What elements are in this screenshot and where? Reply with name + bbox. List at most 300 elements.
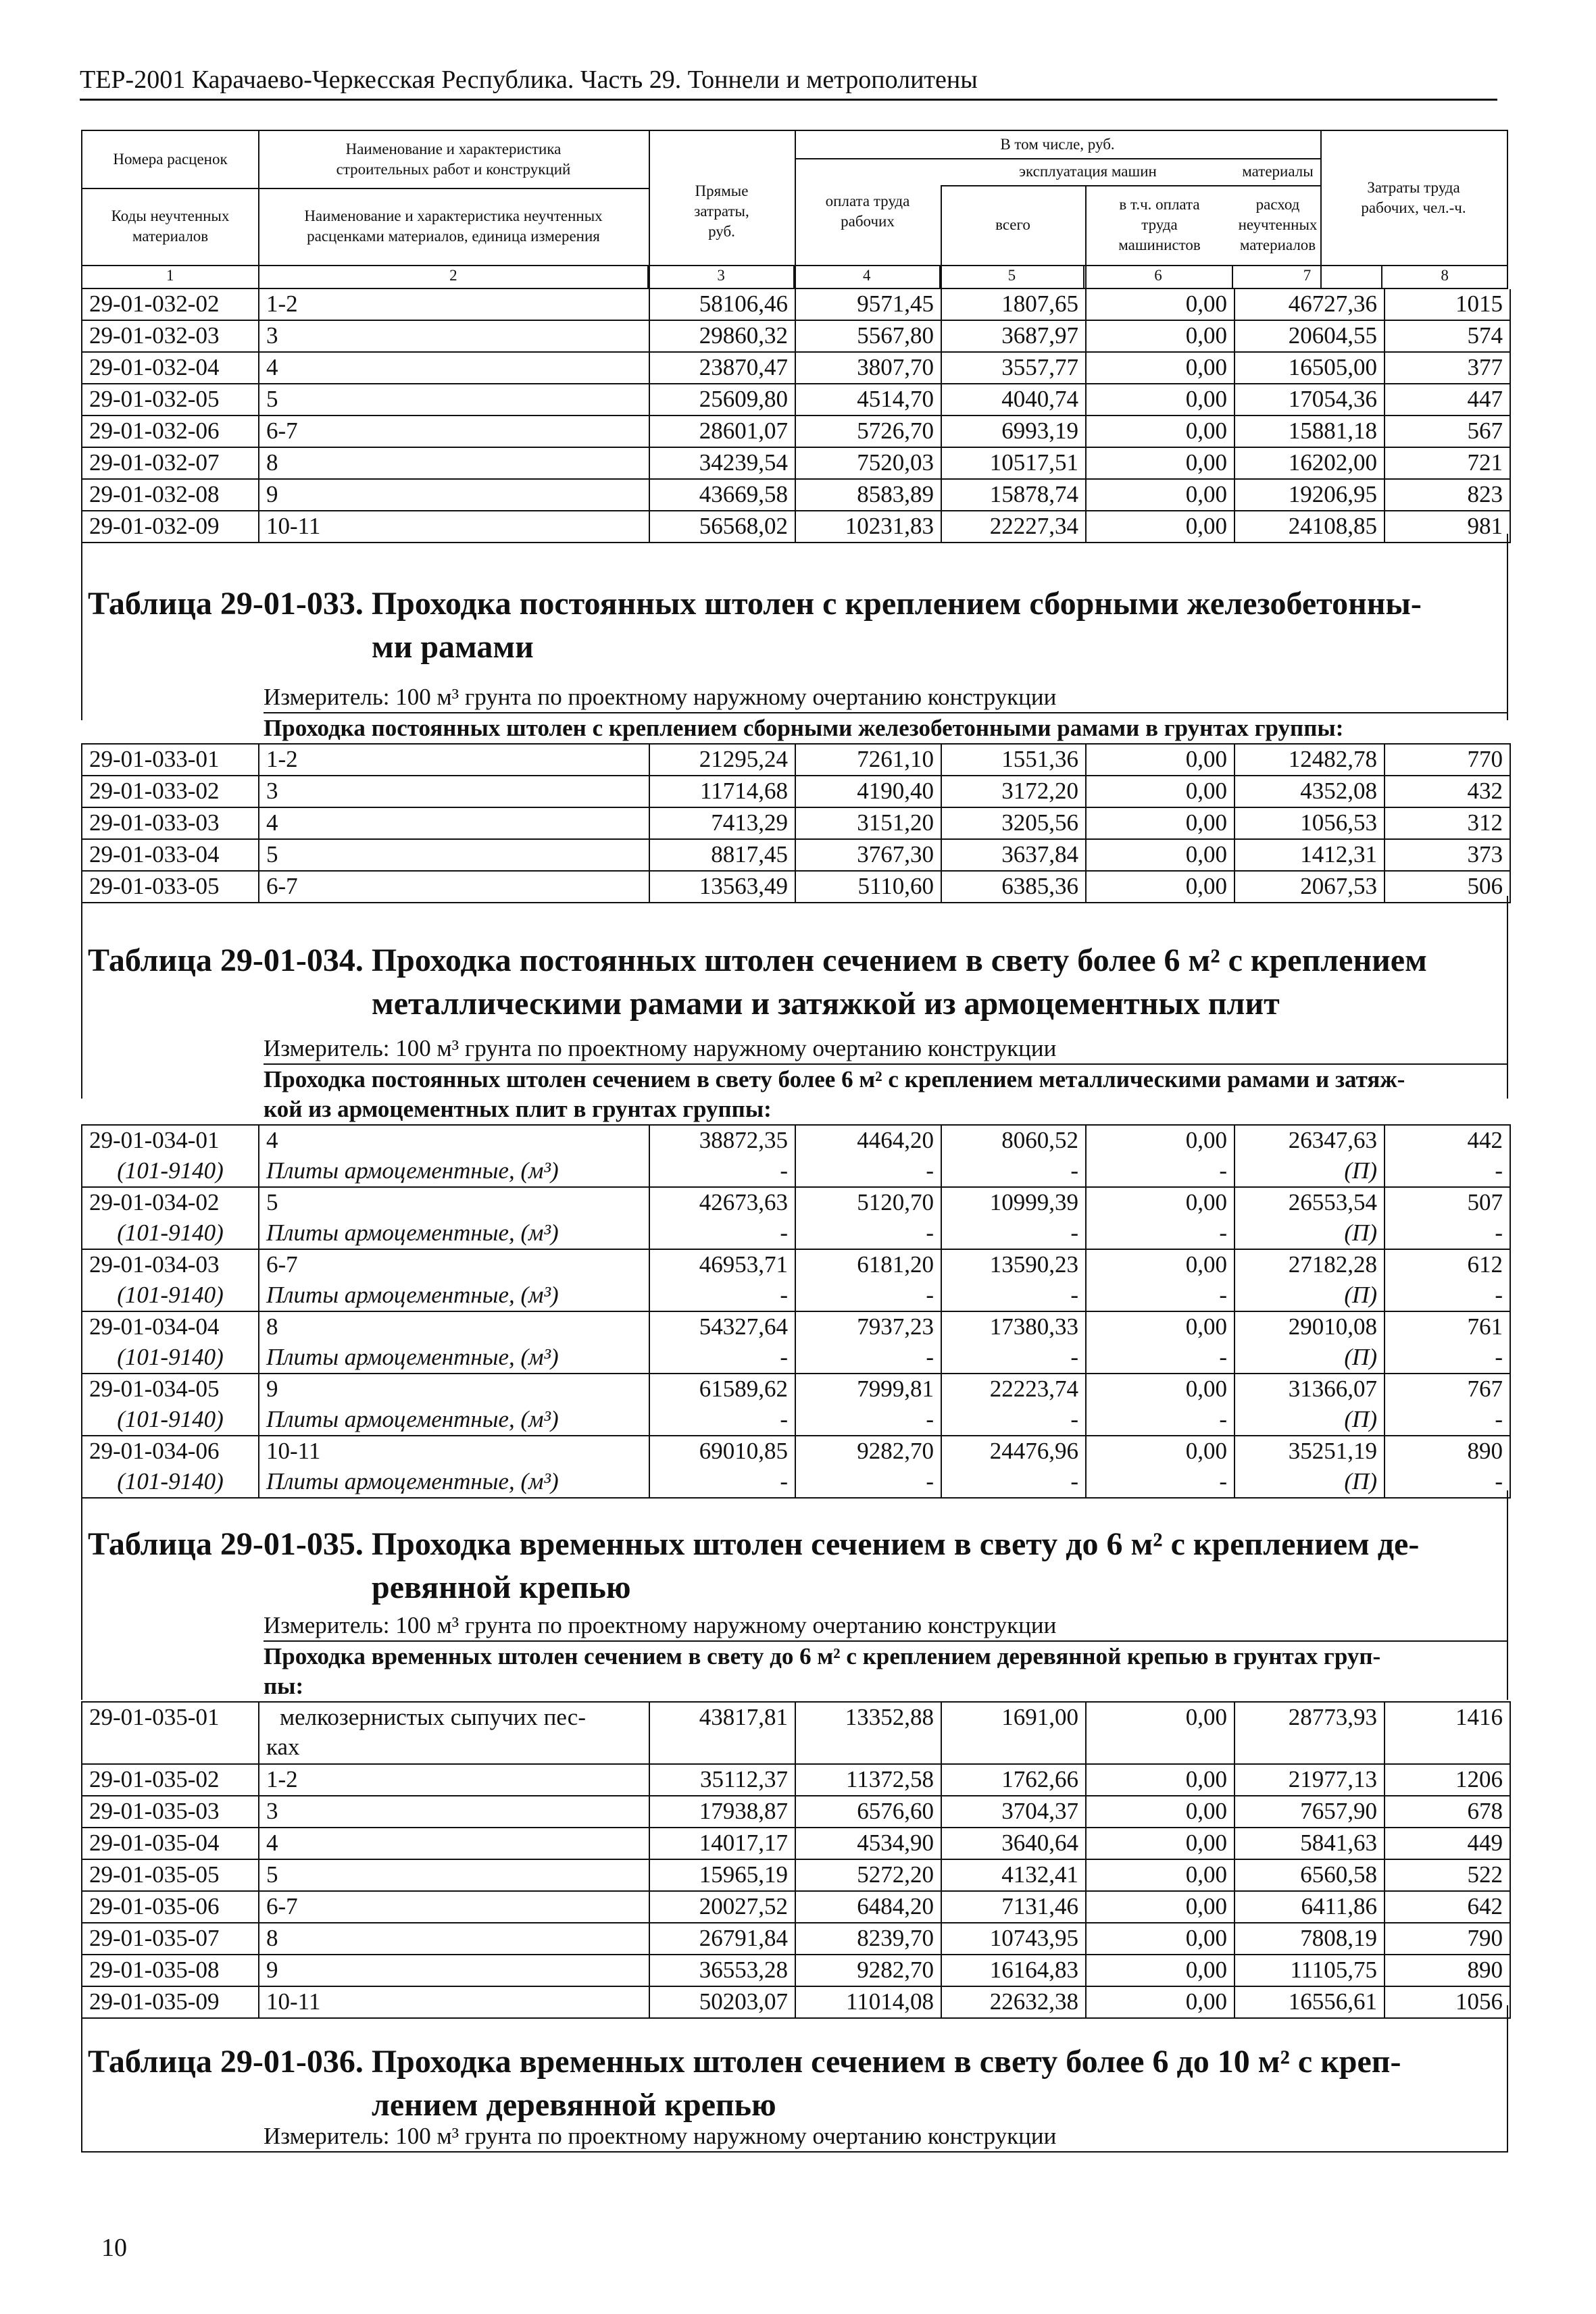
table-cell: - xyxy=(796,1342,942,1373)
table-cell: - xyxy=(1087,1467,1235,1497)
table-cell: 20604,55 xyxy=(1235,321,1385,351)
table-cell: 4534,90 xyxy=(796,1828,942,1859)
table-cell: - xyxy=(650,1342,796,1373)
table-cell: 3557,77 xyxy=(942,353,1087,383)
table-cell: 0,00 xyxy=(1087,1987,1235,2017)
table-cell: 16164,83 xyxy=(942,1955,1087,1986)
table-cell: 10999,39 xyxy=(942,1188,1087,1218)
table-cell: 38872,35 xyxy=(650,1126,796,1156)
colnum: 7 xyxy=(1233,265,1383,288)
table-row xyxy=(82,776,1510,808)
table-cell: 4352,08 xyxy=(1235,776,1385,807)
table-cell: 29-01-034-03 xyxy=(82,1250,259,1280)
table-cell: 5726,70 xyxy=(796,416,942,447)
colnum: 8 xyxy=(1441,267,1449,284)
material-row xyxy=(82,1405,1510,1436)
table-cell: 3640,64 xyxy=(942,1828,1087,1859)
table-cell: 1-2 xyxy=(259,289,650,320)
table-cell: (П) xyxy=(1235,1218,1385,1249)
table-cell: 3767,30 xyxy=(796,840,942,870)
table-cell: 24476,96 xyxy=(942,1436,1087,1467)
table-cell: 9 xyxy=(259,1955,650,1986)
table-cell: - xyxy=(650,1218,796,1249)
table-cell: 770 xyxy=(1467,746,1503,772)
table-032 xyxy=(81,289,1511,543)
table-cell: 29-01-034-05 xyxy=(82,1374,259,1405)
table-cell: Плиты армоцементные, (м³) xyxy=(259,1467,650,1497)
table-cell: 29-01-035-05 xyxy=(82,1860,259,1890)
table-cell: 8817,45 xyxy=(650,840,796,870)
table-035 xyxy=(81,1701,1511,2019)
table-cell: - xyxy=(650,1405,796,1435)
table-row xyxy=(82,1860,1510,1892)
table-cell: 13590,23 xyxy=(942,1250,1087,1280)
table-cell: 29-01-034-02 xyxy=(82,1188,259,1218)
table-cell: 0,00 xyxy=(1087,289,1235,320)
table-cell: 1807,65 xyxy=(942,289,1087,320)
table-cell: 5841,63 xyxy=(1235,1828,1385,1859)
table-row xyxy=(82,808,1510,840)
table-cell: 8 xyxy=(259,1312,650,1342)
table-cell: 442 xyxy=(1467,1127,1503,1153)
table-cell: 0,00 xyxy=(1087,448,1235,478)
table-row xyxy=(82,1312,1510,1342)
col-machines-total: всего xyxy=(995,216,1030,233)
table-row xyxy=(82,1796,1510,1828)
table-cell: 29-01-035-03 xyxy=(82,1796,259,1827)
table-cell: 3 xyxy=(259,321,650,351)
table-cell: 0,00 xyxy=(1087,808,1235,838)
table-cell: 3151,20 xyxy=(796,808,942,838)
table-cell: 0,00 xyxy=(1087,480,1235,510)
col-machinists-pay: в т.ч. оплата труда машинистов xyxy=(1118,196,1201,253)
col-name-top: Наименование и характеристика строительных работ и конструкций xyxy=(336,141,571,178)
table-cell: 29-01-034-06 xyxy=(82,1436,259,1467)
table-cell: 25609,80 xyxy=(650,384,796,415)
table-cell: 2067,53 xyxy=(1235,872,1385,902)
table-033-title: Таблица 29-01-033. Проходка постоянных штолен с креплением сборными железобетонны- ми рамами xyxy=(88,586,1422,665)
table-cell: - xyxy=(650,1156,796,1186)
table-cell: 7937,23 xyxy=(796,1312,942,1342)
table-cell: 8 xyxy=(259,1923,650,1954)
table-cell: 574 xyxy=(1467,322,1503,349)
table-cell: 26347,63 xyxy=(1235,1126,1385,1156)
table-cell: 23870,47 xyxy=(650,353,796,383)
table-cell: 1762,66 xyxy=(942,1765,1087,1795)
table-cell: 46953,71 xyxy=(650,1250,796,1280)
table-cell: 11014,08 xyxy=(796,1987,942,2017)
table-cell: 7261,10 xyxy=(796,745,942,775)
table-cell: 29-01-033-04 xyxy=(82,840,259,870)
table-row xyxy=(82,745,1510,776)
table-cell: 34239,54 xyxy=(650,448,796,478)
col-materials-use: расход неучтенных материалов xyxy=(1238,196,1318,253)
col-machines: эксплуатация машин xyxy=(1019,163,1157,180)
table-cell: 432 xyxy=(1467,778,1503,804)
table-cell: 1206 xyxy=(1455,1766,1503,1792)
table-cell: 15965,19 xyxy=(650,1860,796,1890)
table-cell: 29-01-035-04 xyxy=(82,1828,259,1859)
table-cell: 823 xyxy=(1467,481,1503,507)
table-cell: 5 xyxy=(259,384,650,415)
col-direct-costs: Прямые затраты, руб. xyxy=(694,182,749,240)
table-cell: 29-01-033-03 xyxy=(82,808,259,838)
table-cell: 17380,33 xyxy=(942,1312,1087,1342)
table-row xyxy=(82,1126,1510,1156)
table-cell: 9282,70 xyxy=(796,1955,942,1986)
table-cell: 9 xyxy=(259,480,650,510)
column-header xyxy=(81,130,1508,289)
table-cell: 35251,19 xyxy=(1235,1436,1385,1467)
table-034-title: Таблица 29-01-034. Проходка постоянных штолен сечением в свету более 6 м² с креплением металлическими рамами и затяжкой из армоцементных плит xyxy=(88,942,1427,1022)
table-row xyxy=(82,1374,1510,1405)
table-row xyxy=(82,448,1510,480)
table-cell: 1056 xyxy=(1455,1988,1503,2015)
table-cell: 0,00 xyxy=(1087,1765,1235,1795)
table-row xyxy=(82,1765,1510,1796)
table-cell: 16556,61 xyxy=(1235,1987,1385,2017)
table-row xyxy=(82,1955,1510,1987)
table-cell: - xyxy=(942,1280,1087,1311)
table-cell: 1-2 xyxy=(259,1765,650,1795)
table-cell: 9 xyxy=(259,1374,650,1405)
table-cell: 29-01-032-02 xyxy=(82,289,259,320)
table-cell: 29-01-034-01 xyxy=(82,1126,259,1156)
table-cell: 11372,58 xyxy=(796,1765,942,1795)
table-cell: 7520,03 xyxy=(796,448,942,478)
table-row xyxy=(82,384,1510,416)
table-cell: - xyxy=(796,1280,942,1311)
table-cell: 6993,19 xyxy=(942,416,1087,447)
table-cell: 13352,88 xyxy=(796,1703,942,1763)
table-cell: 43669,58 xyxy=(650,480,796,510)
table-cell: Плиты армоцементные, (м³) xyxy=(259,1156,650,1186)
table-cell: 1-2 xyxy=(259,745,650,775)
table-cell: 0,00 xyxy=(1087,776,1235,807)
table-row xyxy=(82,840,1510,872)
table-cell: 449 xyxy=(1467,1830,1503,1856)
table-cell: 373 xyxy=(1467,841,1503,867)
table-cell: (101-9140) xyxy=(82,1156,259,1186)
table-cell: 28773,93 xyxy=(1235,1703,1385,1763)
table-cell: 1412,31 xyxy=(1235,840,1385,870)
table-cell: 981 xyxy=(1467,513,1503,539)
table-cell: 26553,54 xyxy=(1235,1188,1385,1218)
table-row xyxy=(82,1436,1510,1467)
table-cell: 42673,63 xyxy=(650,1188,796,1218)
table-cell: 61589,62 xyxy=(650,1374,796,1405)
table-cell: 12482,78 xyxy=(1235,745,1385,775)
col-codes-bottom: Коды неучтенных материалов xyxy=(111,207,230,245)
colnum: 6 xyxy=(1084,265,1233,288)
table-cell: 22632,38 xyxy=(942,1987,1087,2017)
table-cell: 4040,74 xyxy=(942,384,1087,415)
table-cell: 46727,36 xyxy=(1235,289,1385,320)
table-cell: 612 xyxy=(1467,1251,1503,1278)
table-cell: 10-11 xyxy=(259,1987,650,2017)
table-cell: - xyxy=(1087,1156,1235,1186)
table-cell: 8583,89 xyxy=(796,480,942,510)
table-cell: 567 xyxy=(1467,418,1503,444)
table-cell: 5272,20 xyxy=(796,1860,942,1890)
table-cell: 29-01-035-02 xyxy=(82,1765,259,1795)
table-cell: 19206,95 xyxy=(1235,480,1385,510)
table-cell: Плиты армоцементные, (м³) xyxy=(259,1405,650,1435)
table-cell: 9282,70 xyxy=(796,1436,942,1467)
table-cell: 14017,17 xyxy=(650,1828,796,1859)
colnum: 1 xyxy=(82,265,259,288)
table-cell: - xyxy=(1495,1219,1503,1246)
table-cell: мелкозернистых сыпучих пес- ках xyxy=(259,1703,650,1763)
page-number: 10 xyxy=(101,2234,127,2262)
table-cell: 17938,87 xyxy=(650,1796,796,1827)
table-cell: 6-7 xyxy=(259,1250,650,1280)
table-cell: 26791,84 xyxy=(650,1923,796,1954)
table-cell: 761 xyxy=(1467,1313,1503,1340)
table-cell: 5 xyxy=(259,1188,650,1218)
table-cell: 29-01-034-04 xyxy=(82,1312,259,1342)
table-cell: 790 xyxy=(1467,1925,1503,1951)
table-cell: 29-01-033-02 xyxy=(82,776,259,807)
table-cell: 29-01-032-06 xyxy=(82,416,259,447)
table-cell: 522 xyxy=(1467,1861,1503,1888)
table-cell: 7808,19 xyxy=(1235,1923,1385,1954)
table-cell: 10-11 xyxy=(259,511,650,542)
table-cell: 10517,51 xyxy=(942,448,1087,478)
table-cell: 4190,40 xyxy=(796,776,942,807)
table-row xyxy=(82,1703,1510,1765)
table-cell: 31366,07 xyxy=(1235,1374,1385,1405)
table-cell: 22223,74 xyxy=(942,1374,1087,1405)
table-cell: 4464,20 xyxy=(796,1126,942,1156)
table-cell: 4 xyxy=(259,1828,650,1859)
table-cell: 8060,52 xyxy=(942,1126,1087,1156)
col-name-bottom: Наименование и характеристика неучтенных расценками материалов, единица измерения xyxy=(304,207,603,245)
table-cell: 0,00 xyxy=(1087,416,1235,447)
table-cell: - xyxy=(650,1467,796,1497)
table-cell: 24108,85 xyxy=(1235,511,1385,542)
table-cell: 8239,70 xyxy=(796,1923,942,1954)
table-cell: 3687,97 xyxy=(942,321,1087,351)
table-cell: 0,00 xyxy=(1087,840,1235,870)
table-cell: 5 xyxy=(259,1860,650,1890)
table-cell: - xyxy=(1495,1282,1503,1308)
table-cell: - xyxy=(942,1156,1087,1186)
table-cell: - xyxy=(942,1218,1087,1249)
table-cell: 6-7 xyxy=(259,416,650,447)
colnum: 4 xyxy=(795,265,941,288)
table-cell: 29-01-035-06 xyxy=(82,1892,259,1922)
table-cell: - xyxy=(650,1280,796,1311)
col-codes-top: Номера расценок xyxy=(113,151,228,168)
table-cell: 3205,56 xyxy=(942,808,1087,838)
table-cell: 312 xyxy=(1467,809,1503,836)
table-cell: 7999,81 xyxy=(796,1374,942,1405)
table-cell: 0,00 xyxy=(1087,1374,1235,1405)
table-cell: - xyxy=(1495,1406,1503,1432)
table-035-measure: Измеритель: 100 м³ грунта по проектному наружному очертанию конструкции xyxy=(264,1612,1057,1638)
table-cell: 56568,02 xyxy=(650,511,796,542)
table-cell: 3637,84 xyxy=(942,840,1087,870)
table-cell: 36553,28 xyxy=(650,1955,796,1986)
table-033-measure: Измеритель: 100 м³ грунта по проектному наружному очертанию конструкции xyxy=(264,684,1057,710)
table-cell: 0,00 xyxy=(1087,745,1235,775)
col-labor-pay: оплата труда рабочих xyxy=(825,193,910,230)
table-cell: 29860,32 xyxy=(650,321,796,351)
table-cell: 20027,52 xyxy=(650,1892,796,1922)
page-header: ТЕР-2001 Карачаево-Черкесская Республика. Часть 29. Тоннели и метрополитены xyxy=(80,65,1497,101)
table-cell: - xyxy=(1087,1405,1235,1435)
table-row xyxy=(82,1923,1510,1955)
table-cell: 0,00 xyxy=(1087,1796,1235,1827)
table-cell: 21977,13 xyxy=(1235,1765,1385,1795)
table-cell: 1416 xyxy=(1455,1704,1503,1730)
table-cell: 506 xyxy=(1467,873,1503,899)
table-cell: - xyxy=(942,1467,1087,1497)
table-cell: 0,00 xyxy=(1087,321,1235,351)
col-including: В том числе, руб. xyxy=(1000,136,1115,153)
table-cell: (101-9140) xyxy=(82,1280,259,1311)
table-cell: - xyxy=(1495,1344,1503,1370)
table-cell: 29-01-032-05 xyxy=(82,384,259,415)
table-cell: 29-01-035-08 xyxy=(82,1955,259,1986)
table-cell: 6-7 xyxy=(259,1892,650,1922)
table-cell: 16202,00 xyxy=(1235,448,1385,478)
table-cell: 29-01-033-05 xyxy=(82,872,259,902)
table-cell: 3 xyxy=(259,776,650,807)
colnum: 3 xyxy=(649,265,795,288)
table-cell: 27182,28 xyxy=(1235,1250,1385,1280)
table-cell: 16505,00 xyxy=(1235,353,1385,383)
table-cell: 7131,46 xyxy=(942,1892,1087,1922)
table-cell: 15881,18 xyxy=(1235,416,1385,447)
table-cell: 29-01-035-01 xyxy=(82,1703,259,1763)
table-cell: 9571,45 xyxy=(796,289,942,320)
table-cell: 1691,00 xyxy=(942,1703,1087,1763)
table-cell: 377 xyxy=(1467,354,1503,380)
colnum: 5 xyxy=(941,265,1085,288)
table-034-measure: Измеритель: 100 м³ грунта по проектному наружному очертанию конструкции xyxy=(264,1035,1057,1061)
table-033 xyxy=(81,743,1511,903)
table-cell: 7657,90 xyxy=(1235,1796,1385,1827)
table-034 xyxy=(81,1124,1511,1499)
table-cell: (101-9140) xyxy=(82,1218,259,1249)
colnum: 2 xyxy=(259,265,649,288)
table-cell: 4 xyxy=(259,353,650,383)
table-cell: - xyxy=(796,1467,942,1497)
material-row xyxy=(82,1218,1510,1250)
table-035-section: Проходка временных штолен сечением в свету до 6 м² с креплением деревянной крепью в грунтах груп- пы: xyxy=(264,1643,1381,1699)
table-row xyxy=(82,416,1510,448)
table-cell: - xyxy=(1495,1157,1503,1184)
table-cell: 29-01-035-07 xyxy=(82,1923,259,1954)
table-035-title: Таблица 29-01-035. Проходка временных штолен сечением в свету до 6 м² с креплением де- ревянной крепью xyxy=(88,1526,1420,1605)
table-cell: 678 xyxy=(1467,1798,1503,1824)
table-row xyxy=(82,353,1510,384)
table-cell: 10231,83 xyxy=(796,511,942,542)
table-cell: 0,00 xyxy=(1087,1188,1235,1218)
table-cell: 58106,46 xyxy=(650,289,796,320)
table-cell: (П) xyxy=(1235,1342,1385,1373)
table-cell: - xyxy=(1495,1468,1503,1494)
table-cell: 1056,53 xyxy=(1235,808,1385,838)
table-cell: 21295,24 xyxy=(650,745,796,775)
table-row xyxy=(82,480,1510,511)
table-cell: 29-01-032-07 xyxy=(82,448,259,478)
table-cell: 3172,20 xyxy=(942,776,1087,807)
table-cell: 7413,29 xyxy=(650,808,796,838)
table-cell: 29-01-032-08 xyxy=(82,480,259,510)
table-cell: 10-11 xyxy=(259,1436,650,1467)
col-labor-hours: Затраты труда рабочих, чел.-ч. xyxy=(1361,179,1466,216)
table-cell: 767 xyxy=(1467,1376,1503,1402)
table-cell: (101-9140) xyxy=(82,1467,259,1497)
table-cell: 0,00 xyxy=(1087,384,1235,415)
table-cell: 0,00 xyxy=(1087,1828,1235,1859)
table-036-measure: Измеритель: 100 м³ грунта по проектному наружному очертанию конструкции xyxy=(264,2123,1057,2149)
table-cell: (П) xyxy=(1235,1405,1385,1435)
table-cell: - xyxy=(796,1218,942,1249)
table-cell: - xyxy=(1087,1218,1235,1249)
table-cell: 642 xyxy=(1467,1893,1503,1919)
table-cell: 13563,49 xyxy=(650,872,796,902)
table-cell: 6385,36 xyxy=(942,872,1087,902)
table-cell: - xyxy=(796,1405,942,1435)
table-cell: 0,00 xyxy=(1087,1312,1235,1342)
material-row xyxy=(82,1280,1510,1312)
table-cell: 22227,34 xyxy=(942,511,1087,542)
table-cell: - xyxy=(1087,1342,1235,1373)
table-row xyxy=(82,289,1510,321)
table-cell: 0,00 xyxy=(1087,511,1235,542)
table-cell: 6560,58 xyxy=(1235,1860,1385,1890)
table-row xyxy=(82,321,1510,353)
table-cell: Плиты армоцементные, (м³) xyxy=(259,1218,650,1249)
table-cell: 10743,95 xyxy=(942,1923,1087,1954)
table-036-title: Таблица 29-01-036. Проходка временных штолен сечением в свету более 6 до 10 м² с креп- лением деревянной крепью xyxy=(88,2044,1401,2123)
table-cell: 29010,08 xyxy=(1235,1312,1385,1342)
table-cell: 0,00 xyxy=(1087,1923,1235,1954)
table-cell: 3807,70 xyxy=(796,353,942,383)
material-row xyxy=(82,1156,1510,1188)
table-cell: 447 xyxy=(1467,386,1503,412)
table-cell: 6484,20 xyxy=(796,1892,942,1922)
table-cell: 1551,36 xyxy=(942,745,1087,775)
table-cell: 5120,70 xyxy=(796,1188,942,1218)
table-row xyxy=(82,1188,1510,1218)
table-cell: (П) xyxy=(1235,1156,1385,1186)
table-cell: 29-01-032-04 xyxy=(82,353,259,383)
table-cell: 0,00 xyxy=(1087,353,1235,383)
table-cell: 5 xyxy=(259,840,650,870)
table-cell: 29-01-035-09 xyxy=(82,1987,259,2017)
table-cell: 0,00 xyxy=(1087,1703,1235,1763)
table-cell: - xyxy=(1087,1280,1235,1311)
table-cell: 5567,80 xyxy=(796,321,942,351)
table-cell: 0,00 xyxy=(1087,1126,1235,1156)
table-cell: 4 xyxy=(259,808,650,838)
table-cell: 890 xyxy=(1467,1438,1503,1464)
table-cell: 4132,41 xyxy=(942,1860,1087,1890)
table-cell: Плиты армоцементные, (м³) xyxy=(259,1342,650,1373)
table-cell: 721 xyxy=(1467,449,1503,476)
table-cell: 3704,37 xyxy=(942,1796,1087,1827)
table-cell: 28601,07 xyxy=(650,416,796,447)
table-cell: 0,00 xyxy=(1087,1860,1235,1890)
table-cell: 5110,60 xyxy=(796,872,942,902)
table-cell: 11714,68 xyxy=(650,776,796,807)
material-row xyxy=(82,1342,1510,1374)
